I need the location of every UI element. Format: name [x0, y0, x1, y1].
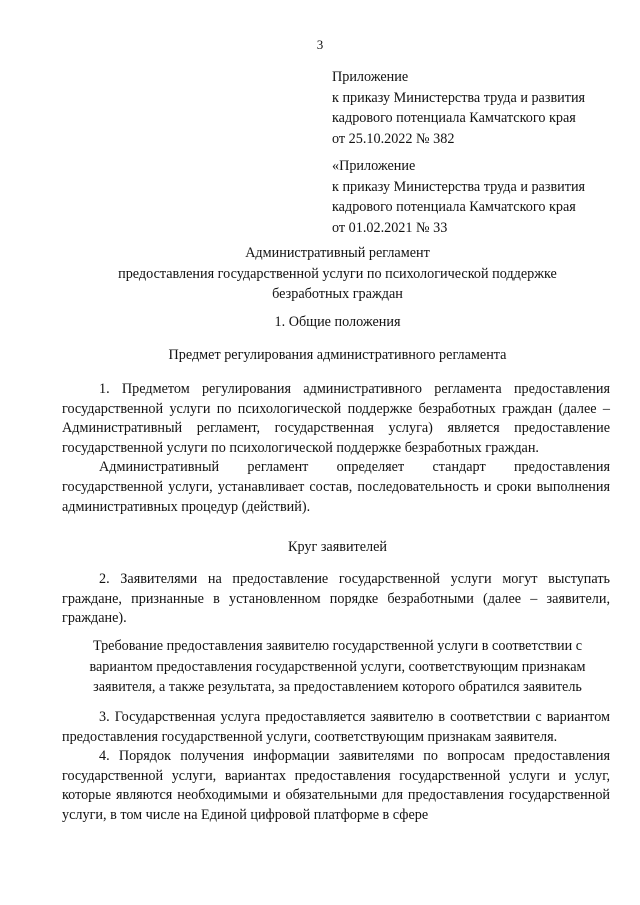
appendix-line: к приказу Министерства труда и развития: [332, 89, 586, 106]
section-heading: 1. Общие положения: [274, 314, 401, 330]
title-line: Административный регламент: [245, 245, 430, 261]
heading-line: заявителя, а также результата, за предоставлением которого обратился заявитель: [93, 679, 582, 695]
subsection-heading: [40, 636, 635, 698]
subsection-heading: Предмет регулирования административного регламента: [168, 347, 507, 363]
heading-line: Требование предоставления заявителю государственной услуги в соответствии с: [92, 638, 583, 654]
appendix-previous-block: [332, 156, 632, 238]
paragraph: 2. Заявителями на предоставление государственной услуги могут выступать граждане, признанные в установленном порядке безработными (далее – заявители, граждане).: [62, 571, 610, 627]
appendix-line: кадрового потенциала Камчатского края: [332, 199, 576, 215]
paragraph-block: [62, 708, 610, 826]
appendix-line: от 25.10.2022 № 382: [332, 130, 455, 147]
appendix-line: «Приложение: [332, 158, 416, 174]
paragraph: 3. Государственная услуга предоставляется заявителю в соответствии с вариантом предоставления государственной услуги, соответствующим признакам заявителя.: [62, 709, 610, 745]
appendix-line: Приложение: [332, 69, 409, 85]
appendix-line: кадрового потенциала Камчатского края: [332, 110, 576, 126]
subsection-heading: Круг заявителей: [287, 539, 387, 555]
page-number: 3: [316, 37, 324, 52]
paragraph: 4. Порядок получения информации заявителями по вопросам предоставления государственной услуги, вариантах предоставления государственной услуги и услуг, которые являются необходимыми и обязательными для предоставления государственной услуги, в том числе на Единой цифровой платформе в сфере: [62, 748, 610, 823]
title-line: предоставления государственной услуги по психологической поддержке: [118, 265, 557, 282]
paragraph: 1. Предметом регулирования административного регламента предоставления государственной услуги по психологической поддержке безработных граждан (далее – Административный регламент, государственная услуга) является предоставление государственной услуги по психологической поддержке безработных граждан.: [62, 381, 610, 456]
title-line: безработных граждан: [272, 286, 403, 302]
heading-line: вариантом предоставления государственной услуги, соответствующим признакам: [89, 658, 586, 675]
appendix-current-block: [332, 67, 632, 149]
paragraph-block: [62, 570, 610, 629]
paragraph: Административный регламент определяет стандарт предоставления государственной услуги, устанавливает состав, последовательность и сроки выполнения административных процедур (действий).: [62, 459, 610, 515]
appendix-line: от 01.02.2021 № 33: [332, 219, 448, 236]
paragraph-block: [62, 380, 610, 517]
appendix-line: к приказу Министерства труда и развития: [332, 178, 586, 195]
document-title: [40, 243, 635, 305]
